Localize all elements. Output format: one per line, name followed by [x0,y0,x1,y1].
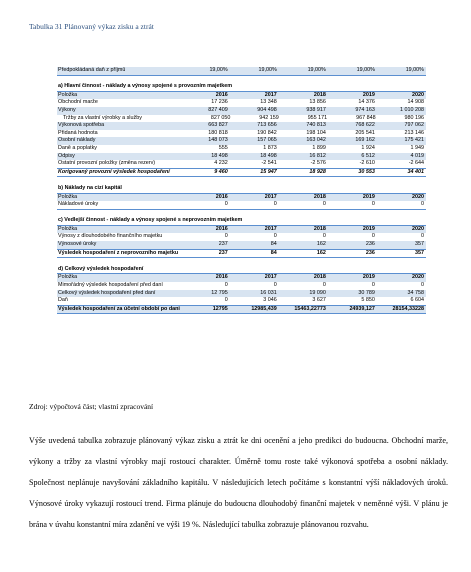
table-row: Mimořádný výsledek hospodaření před daní 0 0 0 0 0 [58,282,424,289]
table-row: Celkový výsledek hospodaření před daní 12 795 16 031 19 090 30 789 34 758 [57,290,426,298]
table-caption: Tabulka 31 Plánovaný výkaz zisku a ztrát [29,22,154,31]
table-row: Odpisy 18 498 18 498 16 812 6 512 4 019 [57,153,426,161]
header-row: Položka 2016 2017 2018 2019 2020 [57,226,426,234]
cell: 19,00% [258,67,277,73]
table-row: Ostatní provozní položky (změna rezerv) 4 232 -2 541 -2 576 -2 610 -2 644 [57,160,426,169]
total-row: Korigovaný provozní výsledek hospodaření 9 460 15 947 18 928 30 553 34 401 [57,169,426,178]
cell: 19,00% [356,67,375,73]
cell: 19,00% [209,67,228,73]
table-row: Nákladové úroky 0 0 0 0 0 [57,201,426,210]
source-note: Zdroj: výpočtová část; vlastní zpracování [29,402,154,411]
section-title: d) Celkový výsledek hospodaření [57,266,426,275]
total-row: Výsledek hospodaření z neprovozního majetku 237 84 162 236 357 [57,250,426,259]
header-row: Položka 2016 2017 2018 2019 2020 [57,92,426,100]
total-row: Výsledek hospodaření za účetní období po dani 12795 12985,439 15463,22773 24939,127 28154,33228 [57,306,426,315]
table-row: Daň 0 3 046 3 627 5 850 6 604 [57,297,426,306]
cell: 19,00% [307,67,326,73]
table-row: Tržby za vlastní výrobky a služby 827 050 942 159 955 171 967 848 980 196 [63,114,424,121]
tax-row [57,67,426,76]
section-title: c) Vedlejší činnost - náklady a výnosy spojené s neprovozním majetkem [57,217,426,226]
body-paragraph: Výše uvedená tabulka zobrazuje plánovaný výkaz zisku a ztrát ke dni ocenění a jeho predikci do budoucna. Obchodní marže, výkony a tržby za vlastní výrobky mají rostoucí charakter. Úměrně tomu roste také výkonová spotřeba a osobní náklady. Společnost neplánuje navyšování základního kapitálu. V následujících letech počítáme s konstantní výší nákladových úroků. Výnosové úroky vykazují rostoucí trend. Firma plánuje do budoucna dlouhodobý finanční majetek v neměnné výši. V plánu je brána v úvahu konstantní míra zdanění ve výši 19 %. Následující tabulka zobrazuje plánovanou rozvahu. [29,436,448,529]
table-row: Výkonová spotřeba 663 827 713 656 740 813 768 622 797 062 [57,122,426,130]
table-row: Přidaná hodnota 180 818 190 842 198 104 205 541 213 146 [58,129,424,136]
table-row: Daně a poplatky 555 1 873 1 899 1 924 1 949 [58,144,424,151]
table-row: Osobní náklady 148 073 157 065 163 042 169 162 175 421 [57,137,426,145]
section-title: b) Náklady na cizí kapitál [57,185,426,194]
row-label: Předpokládaná daň z příjmů [58,67,126,73]
spreadsheet-table [57,67,426,314]
section-title: a) Hlavní činnost - náklady a výnosy spojené s provozním majetkem [57,83,426,92]
header-row: Položka 2016 2017 2018 2019 2020 [57,194,426,202]
table-row: Obchodní marže 17 236 13 348 13 856 14 376 14 908 [58,99,424,106]
cell: 19,00% [405,67,424,73]
table-row: Výnosy z dlouhodobého finančního majetku 0 0 0 0 0 [58,233,424,240]
header-row: Položka 2016 2017 2018 2019 2020 [57,274,426,282]
table-row: Výkony 827 409 904 498 938 917 974 163 1 010 208 [57,107,426,115]
table-row: Výnosové úroky 237 84 162 236 357 [57,241,426,250]
